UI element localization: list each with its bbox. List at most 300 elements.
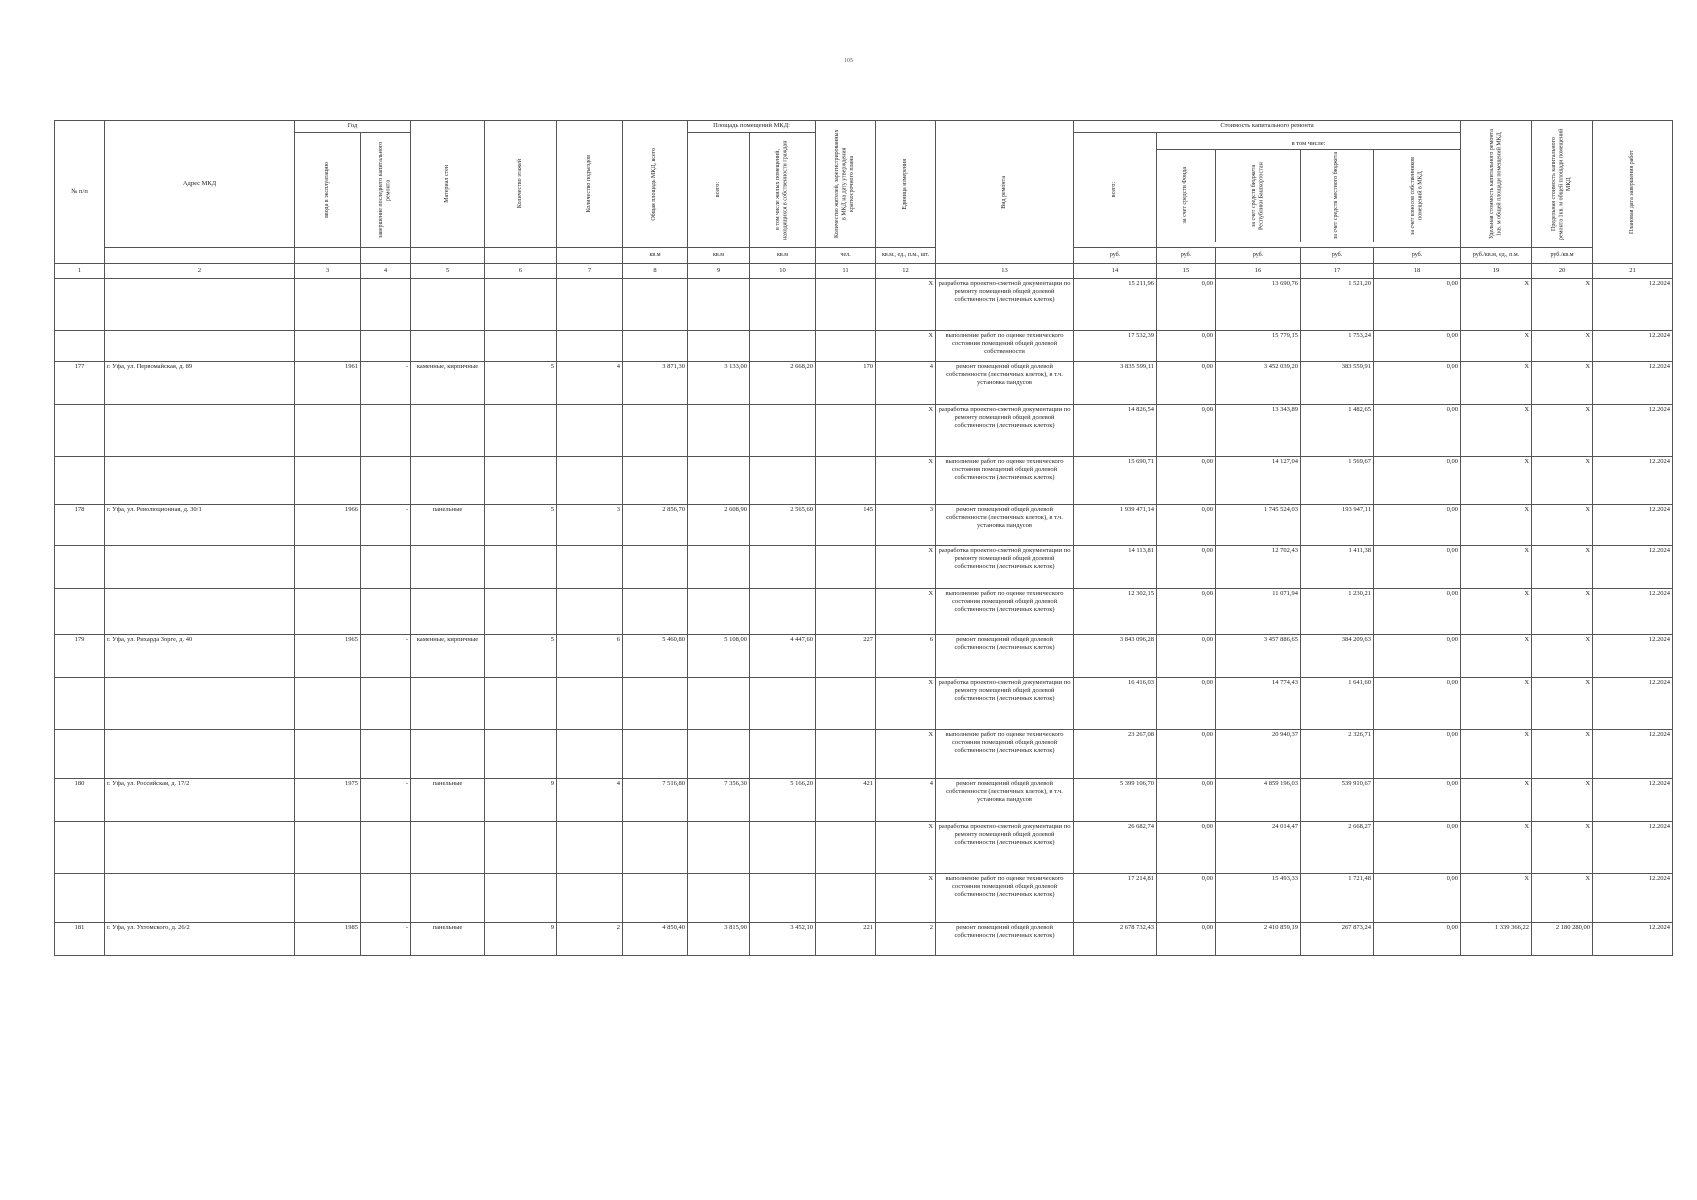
cell-area-rep <box>750 405 816 457</box>
cell-mat <box>411 589 485 635</box>
cell-addr <box>105 822 295 874</box>
cell-floors <box>485 279 557 331</box>
cell-own: 0,00 <box>1374 589 1461 635</box>
cell-area-all <box>688 457 750 505</box>
cell-date: 12.2024 <box>1593 405 1673 457</box>
cell-date: 12.2024 <box>1593 362 1673 405</box>
cell-unit: X <box>876 822 936 874</box>
cell-total: 1 939 471,14 <box>1074 505 1157 546</box>
cell-area-rep <box>750 874 816 923</box>
cell-fund: 0,00 <box>1157 923 1216 956</box>
cell-total: 2 678 732,43 <box>1074 923 1157 956</box>
cell-last <box>361 546 411 589</box>
cell-floors <box>485 405 557 457</box>
cell-work: выполнение работ по оценке технического состояния помещений общей долевой собственности <box>936 331 1074 362</box>
cell-res <box>816 546 876 589</box>
unit-cell: чел. <box>816 248 876 264</box>
cell-year <box>295 730 361 779</box>
cell-area-rep: 3 452,10 <box>750 923 816 956</box>
cell-fund: 0,00 <box>1157 874 1216 923</box>
cell-addr <box>105 457 295 505</box>
unit-cell: руб. <box>1074 248 1157 264</box>
cell-last: - <box>361 362 411 405</box>
cell-unit: X <box>876 405 936 457</box>
table-row <box>55 635 1673 678</box>
cell-mcost: X <box>1532 331 1593 362</box>
cell-num <box>55 730 105 779</box>
cell-last <box>361 589 411 635</box>
cell-mat: панельные <box>411 505 485 546</box>
cell-ucost: X <box>1461 331 1532 362</box>
cell-area-rep: 2 668,20 <box>750 362 816 405</box>
cell-fund: 0,00 <box>1157 730 1216 779</box>
cell-num: 180 <box>55 779 105 822</box>
cell-last: - <box>361 635 411 678</box>
cell-mat <box>411 822 485 874</box>
unit-cell <box>557 248 623 264</box>
header-unit-cost: Удельная стоимость капитального ремонта 1кв. м общей площади помещений МКД <box>1461 121 1532 248</box>
cell-num <box>55 822 105 874</box>
cell-floors: 5 <box>485 505 557 546</box>
cell-work: ремонт помещений общей долевой собственности (лестничных клеток), в т.ч. установка пандусов <box>936 505 1074 546</box>
cell-unit: X <box>876 589 936 635</box>
cell-own: 0,00 <box>1374 405 1461 457</box>
cell-rb: 11 071,94 <box>1216 589 1301 635</box>
cell-mcost: X <box>1532 678 1593 730</box>
cell-year: 1985 <box>295 923 361 956</box>
cell-unit: X <box>876 279 936 331</box>
unit-cell: руб. <box>1216 248 1301 264</box>
cell-total: 3 843 096,28 <box>1074 635 1157 678</box>
unit-cell <box>295 248 361 264</box>
cell-floors <box>485 730 557 779</box>
cell-ucost: X <box>1461 589 1532 635</box>
header-total-area: Общая площадь МКД, всего <box>623 121 688 248</box>
cell-last: - <box>361 505 411 546</box>
cell-last <box>361 405 411 457</box>
cell-work: разработка проектно-сметной документации по ремонту помещений общей долевой собственности (лестничных клеток) <box>936 405 1074 457</box>
cell-year: 1965 <box>295 635 361 678</box>
cell-work: разработка проектно-сметной документации по ремонту помещений общей долевой собственности (лестничных клеток) <box>936 678 1074 730</box>
cell-year <box>295 331 361 362</box>
cell-own: 0,00 <box>1374 635 1461 678</box>
cell-own: 0,00 <box>1374 874 1461 923</box>
cell-total: 14 113,81 <box>1074 546 1157 589</box>
cell-rb: 13 690,76 <box>1216 279 1301 331</box>
header-unit: Единица измерения <box>876 121 936 248</box>
cell-area: 2 856,70 <box>623 505 688 546</box>
table-row <box>55 279 1673 331</box>
cell-ucost: X <box>1461 874 1532 923</box>
cell-mat <box>411 678 485 730</box>
cell-floors <box>485 678 557 730</box>
header-year-commission: ввода в эксплуатацию <box>295 133 361 248</box>
column-numbers-row <box>55 264 1673 279</box>
units-row <box>55 248 1673 264</box>
cell-addr: г. Уфа, ул. Ухтомского, д. 26/2 <box>105 923 295 956</box>
cell-area-all <box>688 546 750 589</box>
cell-area-rep: 2 565,60 <box>750 505 816 546</box>
cell-unit: X <box>876 730 936 779</box>
cell-mcost: X <box>1532 822 1593 874</box>
cell-rb: 15 779,15 <box>1216 331 1301 362</box>
cell-mcost: X <box>1532 589 1593 635</box>
cell-local: 2 668,27 <box>1301 822 1374 874</box>
column-number: 10 <box>750 264 816 279</box>
cell-mcost: X <box>1532 362 1593 405</box>
cell-area-all <box>688 874 750 923</box>
column-number: 11 <box>816 264 876 279</box>
cell-area-rep: 5 166,20 <box>750 779 816 822</box>
cell-fund: 0,00 <box>1157 362 1216 405</box>
cell-ent <box>557 730 623 779</box>
cell-floors <box>485 331 557 362</box>
cell-ucost: X <box>1461 678 1532 730</box>
header-year-last-repair: завершение последнего капитального ремонта <box>361 133 411 248</box>
cell-last: - <box>361 779 411 822</box>
cell-num: 179 <box>55 635 105 678</box>
cell-num <box>55 405 105 457</box>
cell-unit: X <box>876 678 936 730</box>
cell-local: 193 947,11 <box>1301 505 1374 546</box>
cell-unit: X <box>876 874 936 923</box>
cell-mcost: X <box>1532 635 1593 678</box>
cell-rb: 24 014,47 <box>1216 822 1301 874</box>
cell-area-all <box>688 822 750 874</box>
header-cost-total: всего: <box>1074 133 1157 248</box>
cell-area <box>623 457 688 505</box>
cell-unit: X <box>876 546 936 589</box>
cell-own: 0,00 <box>1374 457 1461 505</box>
column-number: 12 <box>876 264 936 279</box>
cell-unit: 4 <box>876 362 936 405</box>
table-row <box>55 923 1673 956</box>
header-budget-local: за счет средств местного бюджета <box>1301 150 1374 242</box>
cell-res: 421 <box>816 779 876 822</box>
cell-ent <box>557 874 623 923</box>
cell-mat <box>411 405 485 457</box>
cell-local: 267 873,24 <box>1301 923 1374 956</box>
unit-cell <box>105 248 295 264</box>
cell-last <box>361 279 411 331</box>
column-number: 14 <box>1074 264 1157 279</box>
cell-date: 12.2024 <box>1593 779 1673 822</box>
header-floors: Количество этажей <box>485 121 557 248</box>
cell-ucost: X <box>1461 405 1532 457</box>
cell-total: 17 532,39 <box>1074 331 1157 362</box>
header-work-type: Вид ремонта <box>936 121 1074 264</box>
cell-mcost: X <box>1532 874 1593 923</box>
cell-addr: г. Уфа, ул. Рихарда Зорге, д. 40 <box>105 635 295 678</box>
cell-floors: 9 <box>485 779 557 822</box>
cell-fund: 0,00 <box>1157 635 1216 678</box>
header-owners: за счет взносов собственников помещений в МКД <box>1409 156 1424 235</box>
cell-ucost: X <box>1461 546 1532 589</box>
cell-ent <box>557 331 623 362</box>
table-row <box>55 331 1673 362</box>
header-incl: в том числе: <box>1157 139 1460 150</box>
cell-mat: панельные <box>411 779 485 822</box>
cell-total: 5 399 106,70 <box>1074 779 1157 822</box>
cell-area <box>623 546 688 589</box>
cell-mat: каменные, кирпичные <box>411 362 485 405</box>
cell-res <box>816 331 876 362</box>
cell-mat: каменные, кирпичные <box>411 635 485 678</box>
cell-addr <box>105 874 295 923</box>
cell-area <box>623 822 688 874</box>
cell-num <box>55 457 105 505</box>
cell-own: 0,00 <box>1374 331 1461 362</box>
cell-year <box>295 874 361 923</box>
cell-area: 5 460,80 <box>623 635 688 678</box>
cell-rb: 15 493,33 <box>1216 874 1301 923</box>
header-cost-group: Стоимость капитального ремонта <box>1074 121 1461 133</box>
table-row <box>55 505 1673 546</box>
cell-work: ремонт помещений общей долевой собственности (лестничных клеток) <box>936 635 1074 678</box>
cell-ent <box>557 457 623 505</box>
cell-last <box>361 678 411 730</box>
cell-area-all: 7 356,30 <box>688 779 750 822</box>
unit-cell: кв.м <box>623 248 688 264</box>
cell-ent <box>557 589 623 635</box>
cell-last <box>361 331 411 362</box>
cell-local: 539 910,67 <box>1301 779 1374 822</box>
cell-area-rep <box>750 546 816 589</box>
cell-year: 1961 <box>295 362 361 405</box>
cell-local: 1 641,60 <box>1301 678 1374 730</box>
cell-work: разработка проектно-сметной документации по ремонту помещений общей долевой собственности (лестничных клеток) <box>936 822 1074 874</box>
table-row <box>55 546 1673 589</box>
header-budget-rb: за счет средств бюджета Республики Башкортостан <box>1216 150 1301 242</box>
cell-local: 1 411,38 <box>1301 546 1374 589</box>
table-row <box>55 405 1673 457</box>
cell-unit: 4 <box>876 779 936 822</box>
cell-ent: 4 <box>557 362 623 405</box>
cell-area <box>623 730 688 779</box>
cell-own: 0,00 <box>1374 923 1461 956</box>
column-number: 8 <box>623 264 688 279</box>
unit-cell: руб. <box>1157 248 1216 264</box>
unit-cell <box>361 248 411 264</box>
cell-area-all <box>688 331 750 362</box>
column-number: 7 <box>557 264 623 279</box>
cell-own: 0,00 <box>1374 779 1461 822</box>
cell-total: 26 682,74 <box>1074 822 1157 874</box>
cell-area <box>623 279 688 331</box>
cell-area-all <box>688 279 750 331</box>
column-number: 18 <box>1374 264 1461 279</box>
cell-num <box>55 546 105 589</box>
cell-ucost: X <box>1461 779 1532 822</box>
cell-area: 3 871,30 <box>623 362 688 405</box>
cell-ucost: X <box>1461 822 1532 874</box>
header-residents: Количество жителей, зарегистрированных в МКД на дату утверждения краткосрочного плана <box>816 121 876 248</box>
cell-area-rep <box>750 730 816 779</box>
cell-ucost: 1 339 366,22 <box>1461 923 1532 956</box>
cell-date: 12.2024 <box>1593 331 1673 362</box>
cell-local: 384 209,63 <box>1301 635 1374 678</box>
header-fund: за счет средств Фонда <box>1157 150 1216 242</box>
cell-year <box>295 279 361 331</box>
cell-local: 1 569,67 <box>1301 457 1374 505</box>
cell-rb: 14 127,04 <box>1216 457 1301 505</box>
cell-date: 12.2024 <box>1593 874 1673 923</box>
cell-local: 1 230,21 <box>1301 589 1374 635</box>
cell-date: 12.2024 <box>1593 457 1673 505</box>
cell-ucost: X <box>1461 505 1532 546</box>
cell-area-rep <box>750 822 816 874</box>
cell-last <box>361 730 411 779</box>
table-row <box>55 457 1673 505</box>
header-max-cost: Предельная стоимость капитального ремонта 1кв. м общей площади помещений МКД <box>1532 121 1593 248</box>
cell-ucost: X <box>1461 457 1532 505</box>
cell-area-all: 5 108,00 <box>688 635 750 678</box>
cell-addr <box>105 331 295 362</box>
cell-last: - <box>361 923 411 956</box>
cell-unit: X <box>876 331 936 362</box>
cell-mcost: X <box>1532 730 1593 779</box>
cell-year <box>295 546 361 589</box>
header-cost-breakdown <box>1157 133 1461 248</box>
cell-last <box>361 457 411 505</box>
cell-area-rep <box>750 331 816 362</box>
cell-num <box>55 678 105 730</box>
column-number: 3 <box>295 264 361 279</box>
cell-area-all <box>688 589 750 635</box>
header-wall-material: Материал стен <box>411 121 485 248</box>
cell-fund: 0,00 <box>1157 405 1216 457</box>
cell-area-all <box>688 405 750 457</box>
cell-area-rep <box>750 589 816 635</box>
cell-rb: 2 410 859,19 <box>1216 923 1301 956</box>
cell-own: 0,00 <box>1374 730 1461 779</box>
column-number: 2 <box>105 264 295 279</box>
cell-res <box>816 279 876 331</box>
cell-area <box>623 874 688 923</box>
cell-floors: 5 <box>485 635 557 678</box>
cell-own: 0,00 <box>1374 678 1461 730</box>
cell-res: 145 <box>816 505 876 546</box>
cell-date: 12.2024 <box>1593 589 1673 635</box>
cell-total: 3 835 599,11 <box>1074 362 1157 405</box>
cell-floors: 5 <box>485 362 557 405</box>
cell-floors <box>485 457 557 505</box>
cell-res <box>816 457 876 505</box>
cell-rb: 20 940,37 <box>1216 730 1301 779</box>
header-num: № п/п <box>55 121 105 264</box>
cell-mcost: X <box>1532 779 1593 822</box>
cell-addr <box>105 589 295 635</box>
column-number: 1 <box>55 264 105 279</box>
unit-cell: кв.м <box>688 248 750 264</box>
cell-fund: 0,00 <box>1157 457 1216 505</box>
column-number: 13 <box>936 264 1074 279</box>
cell-fund: 0,00 <box>1157 505 1216 546</box>
cell-fund: 0,00 <box>1157 779 1216 822</box>
cell-num <box>55 874 105 923</box>
cell-work: выполнение работ по оценке технического состояния помещений общей долевой собственности (лестничных клеток) <box>936 457 1074 505</box>
cell-rb: 12 702,43 <box>1216 546 1301 589</box>
cell-mcost: X <box>1532 279 1593 331</box>
cell-unit: 3 <box>876 505 936 546</box>
cell-last <box>361 874 411 923</box>
cell-ent: 2 <box>557 923 623 956</box>
cell-fund: 0,00 <box>1157 546 1216 589</box>
column-number: 15 <box>1157 264 1216 279</box>
cell-area-rep: 4 447,60 <box>750 635 816 678</box>
cell-area <box>623 405 688 457</box>
unit-cell <box>411 248 485 264</box>
cell-total: 14 826,54 <box>1074 405 1157 457</box>
cell-date: 12.2024 <box>1593 635 1673 678</box>
cell-year <box>295 405 361 457</box>
column-number: 16 <box>1216 264 1301 279</box>
cell-addr: г. Уфа, ул. Первомайская, д. 89 <box>105 362 295 405</box>
cell-floors <box>485 589 557 635</box>
cell-date: 12.2024 <box>1593 505 1673 546</box>
cell-local: 383 559,91 <box>1301 362 1374 405</box>
cell-date: 12.2024 <box>1593 730 1673 779</box>
cell-rb: 1 745 524,03 <box>1216 505 1301 546</box>
table-body <box>55 279 1673 956</box>
cell-floors <box>485 874 557 923</box>
column-number: 17 <box>1301 264 1374 279</box>
cell-area-all: 2 608,90 <box>688 505 750 546</box>
cell-ent: 3 <box>557 505 623 546</box>
cell-addr <box>105 405 295 457</box>
cell-local: 1 753,24 <box>1301 331 1374 362</box>
cell-mcost: X <box>1532 405 1593 457</box>
cell-fund: 0,00 <box>1157 331 1216 362</box>
cell-year: 1975 <box>295 779 361 822</box>
cell-floors: 9 <box>485 923 557 956</box>
column-number: 6 <box>485 264 557 279</box>
cell-work: ремонт помещений общей долевой собственности (лестничных клеток) <box>936 923 1074 956</box>
column-number: 9 <box>688 264 750 279</box>
cell-date: 12.2024 <box>1593 678 1673 730</box>
cell-fund: 0,00 <box>1157 589 1216 635</box>
cell-mat <box>411 546 485 589</box>
cell-area-rep <box>750 279 816 331</box>
cell-unit: 2 <box>876 923 936 956</box>
cell-mat: панельные <box>411 923 485 956</box>
table-row <box>55 874 1673 923</box>
cell-ent <box>557 279 623 331</box>
cell-area <box>623 331 688 362</box>
cell-res: 221 <box>816 923 876 956</box>
cell-total: 15 211,96 <box>1074 279 1157 331</box>
table-row <box>55 678 1673 730</box>
cell-work: ремонт помещений общей долевой собственности (лестничных клеток), в т.ч. установка пандусов <box>936 362 1074 405</box>
cell-year: 1966 <box>295 505 361 546</box>
cell-rb: 4 859 196,03 <box>1216 779 1301 822</box>
cell-total: 15 690,71 <box>1074 457 1157 505</box>
cell-area-all <box>688 730 750 779</box>
cell-ent <box>557 546 623 589</box>
cell-addr <box>105 546 295 589</box>
cell-total: 12 302,15 <box>1074 589 1157 635</box>
cell-res: 170 <box>816 362 876 405</box>
cell-rb: 3 452 039,20 <box>1216 362 1301 405</box>
cell-floors <box>485 822 557 874</box>
table-row <box>55 822 1673 874</box>
cell-ent <box>557 822 623 874</box>
cell-res <box>816 822 876 874</box>
cell-ent: 4 <box>557 779 623 822</box>
cell-last <box>361 822 411 874</box>
cell-addr <box>105 678 295 730</box>
cell-ucost: X <box>1461 730 1532 779</box>
